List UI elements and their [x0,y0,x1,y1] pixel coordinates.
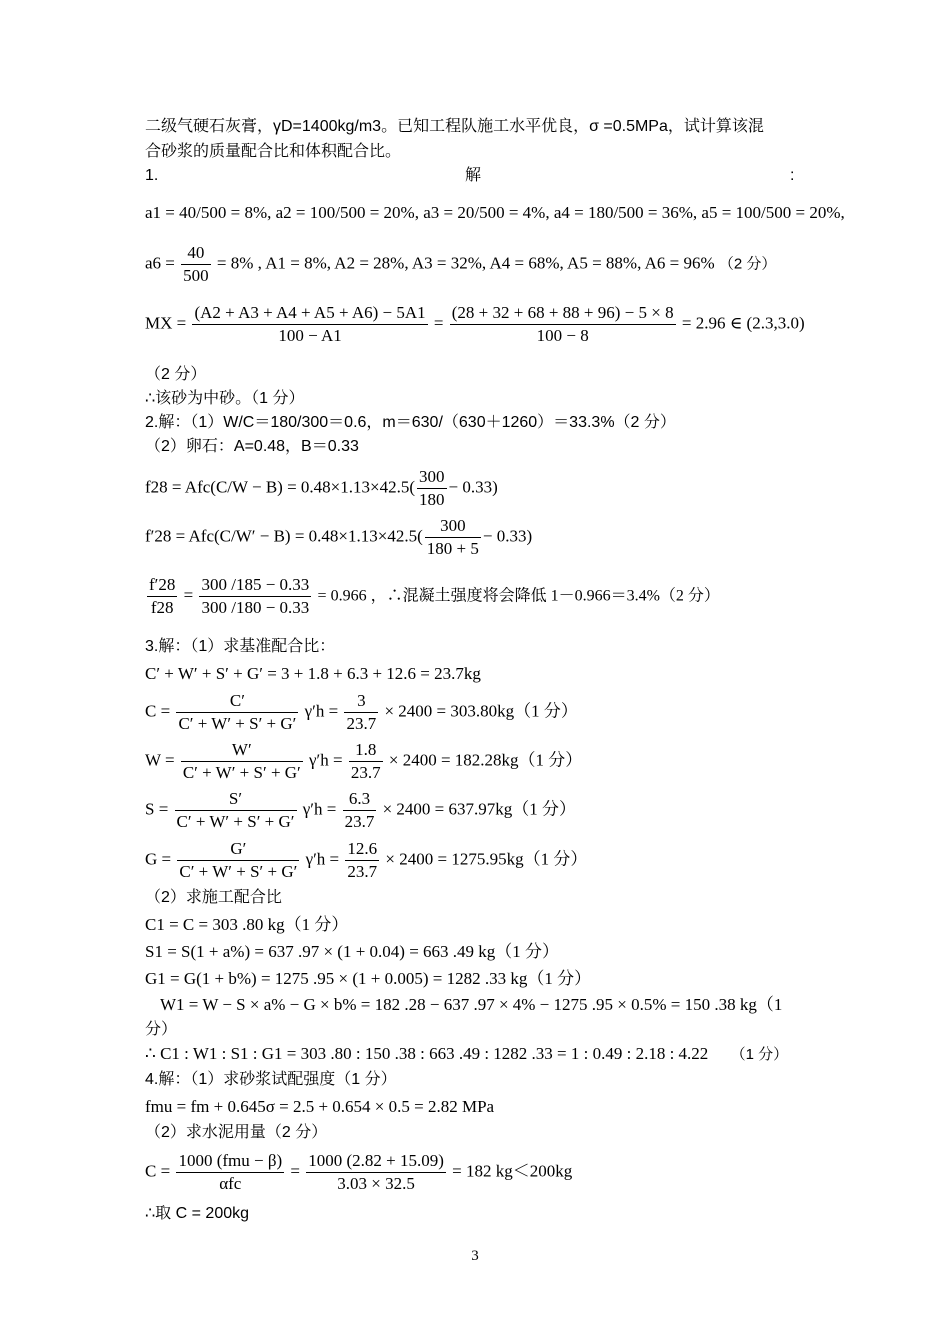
s3-row-vnum: 1.8 [349,739,383,762]
s3-row-vnum: 6.3 [343,788,377,811]
s3-c1-line: C1 = C = 303 .80 kg（1 分） [145,915,349,934]
s3-row-gamma: γ′h = [302,799,337,819]
s4-c-tail: = 182 kg＜200kg [452,1161,573,1181]
s3-row-tail: × 2400 = 182.28kg（1 分） [388,750,583,770]
s1-mx-line: MX = $\frac{(A2 + A3 + A4 + A5 + A6) - 5A1}{100 - A1}$ = $\frac{(28 + 32 + 68 + 88 + 96) - 5 \times 8}{100 - 8}$ = 2.96 ∈ (2.3,3.0) [145,303,805,345]
s1-heading-colon: : [790,167,795,184]
s3-ratio-line [145,1043,788,1066]
s3-w1-line: W1 = W − S × a% − G × b% = 182 .28 − 637 .97 × 4% − 1275 .95 × 0.5% = 150 .38 kg（1 [160,995,783,1014]
s3-row-gamma: γ′h = [305,849,340,869]
s2-f28p-tail: − 0.33) [482,526,533,546]
s1-a6-fraction [181,242,211,287]
s2-ratio-line: $\frac{f'28}{f28}$ = $\frac{300 /185 - 0.33}{300 /180 - 0.33}$ = 0.966 ，∴混凝土强度将会降低 1－0.966＝3.4%（2 分） [149,575,720,617]
s3-row-num: S′ [175,788,297,811]
s3-row-den: C′ + W′ + S′ + G′ [176,812,295,831]
s3-row-vden: 23.7 [347,862,378,881]
s1-a-values-line: a1 = 40/500 = 8%, a2 = 100/500 = 20%, a3 = 20/500 = 4%, a4 = 180/500 = 36%, a5 = 100/500 = 20%, [145,203,845,222]
s1-mx-result: = 2.96 ∈ (2.3,3.0) [681,313,805,333]
s1-mx-lhs: MX = [145,313,187,333]
s3-row-s [145,788,576,833]
s1-a6-line [145,242,776,287]
s1-mx-fraction-1 [192,302,427,347]
s3-row-fraction [177,838,299,883]
s3-row-tail: × 2400 = 1275.95kg（1 分） [385,849,588,869]
s2-f28-line [145,466,498,511]
s3-row-vden: 23.7 [346,714,377,733]
s4-take-line: ∴取 C = 200kg [145,1205,250,1222]
s4-c-num2: 1000 (2.82 + 15.09) [306,1150,446,1173]
s1-a6-score: （2 分） [718,255,777,273]
s4-c-lhs: C = [145,1161,171,1181]
s3-row-num: W′ [181,739,303,762]
s1-mx-den1: 100 − A1 [278,326,342,345]
s1-heading [145,165,805,187]
s2-ratio-tail: = 0.966 ，∴混凝土强度将会降低 1－0.966＝3.4%（2 分） [317,587,720,605]
intro-line-2: 合砂浆的质量配合比和体积配合比。 [145,143,402,160]
s3-row-tail: × 2400 = 303.80kg（1 分） [384,701,578,721]
s3-row-den: C′ + W′ + S′ + G′ [179,862,298,881]
s1-a6-rest: = 8% , A1 = 8%, A2 = 28%, A3 = 32%, A4 = 68%, A5 = 88%, A6 = 96% [216,253,715,273]
s4-c-num1: 1000 (fmu − β) [176,1150,284,1173]
s3-row-c [145,690,578,735]
s2-f28-fraction [417,466,447,511]
s4-cement-line: C = $\frac{\text{1000 (fmu − β)}}{\text{αfc}}$ = $\frac{1000 (2.82 + 15.09)}{3.03 \times 32.5}$ = 182 kg＜200kg [145,1151,573,1193]
s3-row-vden: 23.7 [344,812,375,831]
s3-sum-line: C′ + W′ + S′ + G′ = 3 + 1.8 + 6.3 + 12.6 = 23.7kg [145,664,481,683]
intro-line-1: 二级气硬石灰膏，γD=1400kg/m3。已知工程队施工水平优良，σ =0.5MPa，试计算该混 [145,118,764,135]
s3-row-gamma: γ′h = [309,750,343,770]
s2-f28-tail: − 0.33) [448,477,498,497]
s3-row-gamma: γ′h = [304,701,339,721]
s1-a6-num: 40 [181,242,211,265]
s1-a6-lhs: a6 = [145,253,175,273]
s3-ratio-expression: ∴ C1 : W1 : S1 : G1 = 303 .80 : 150 .38 : 663 .49 : 1282 .33 = 1 : 0.49 : 2.18 : 4.22 [145,1044,709,1063]
s3-row-vnum: 3 [344,690,378,713]
s3-row-num: G′ [177,838,299,861]
s4-c-den1: αfc [219,1174,242,1193]
s3-row-g [145,838,587,883]
s2-f28p-line [145,515,532,560]
s2-ratio-num2: 300 /185 − 0.33 [199,574,311,597]
page-number: 3 [471,1248,479,1264]
s3-row-fraction [176,690,298,735]
s4-fmu-line: fmu = fm + 0.645σ = 2.5 + 0.654 × 0.5 = 2.82 MPa [145,1097,495,1116]
s3-ratio-score: （1 分） [730,1046,789,1063]
s1-a6-den: 500 [183,266,209,285]
s4-c-fraction-1 [176,1150,284,1195]
s3-row-value-fraction [345,838,379,883]
s2-f28p-num: 300 [425,515,481,538]
s4-c-den2: 3.03 × 32.5 [337,1174,415,1193]
s1-heading-num: 1. [145,167,159,184]
s4-sub-heading-2: （2）求水泥用量（2 分） [145,1124,328,1141]
s1-conclusion: ∴该砂为中砂。（1 分） [145,390,305,407]
s3-row-den: C′ + W′ + S′ + G′ [178,714,297,733]
s3-row-vnum: 12.6 [345,838,379,861]
s2-ratio-fraction-1 [147,574,177,619]
s3-row-lhs: S = [145,799,169,819]
s2-line-2: （2）卵石：A=0.48，B＝0.33 [145,438,359,455]
s1-mx-num1: (A2 + A3 + A4 + A5 + A6) − 5A1 [192,302,427,325]
s4-c-fraction-2 [306,1150,446,1195]
s3-row-num: C′ [176,690,298,713]
s4-heading: 4.解：（1）求砂浆试配强度（1 分） [145,1071,397,1088]
s2-ratio-num: f′28 [147,574,177,597]
s2-ratio-fraction-2 [199,574,311,619]
s3-s1-line: S1 = S(1 + a%) = 637 .97 × (1 + 0.04) = 663 .49 kg（1 分） [145,942,560,961]
s3-row-fraction [175,788,297,833]
s1-mx-den2: 100 − 8 [536,326,589,345]
s3-g1-line: G1 = G(1 + b%) = 1275 .95 × (1 + 0.005) = 1282 .33 kg（1 分） [145,969,592,988]
s3-row-w [145,739,582,784]
s3-heading: 3.解：（1）求基准配合比： [145,638,336,655]
s2-f28-num: 300 [417,466,447,489]
s2-line-1: 2.解：（1）W/C＝180/300＝0.6，m＝630/（630＋1260）＝33.3%（2 分） [145,414,676,431]
s1-mx-fraction-2 [450,302,676,347]
s2-f28-lhs: f28 = Afc(C/W − B) = 0.48×1.13×42.5( [145,477,416,497]
s3-row-tail: × 2400 = 637.97kg（1 分） [382,799,577,819]
s2-f28-den: 180 [419,490,445,509]
s1-mx-num2: (28 + 32 + 68 + 88 + 96) − 5 × 8 [450,302,676,325]
s3-row-vden: 23.7 [350,763,381,782]
s3-row-value-fraction [344,690,378,735]
s3-row-value-fraction [349,739,383,784]
s3-row-lhs: G = [145,849,172,869]
s2-ratio-den: f28 [150,598,174,617]
s3-row-value-fraction [343,788,377,833]
s3-row-lhs: W = [145,750,175,770]
s1-heading-jie: 解 [465,167,482,184]
s3-row-fraction [181,739,303,784]
s3-w1-continuation: 分） [145,1021,178,1038]
s1-score-2: （2 分） [145,366,207,383]
s3-row-den: C′ + W′ + S′ + G′ [182,763,301,782]
s2-f28p-lhs: f′28 = Afc(C/W′ − B) = 0.48×1.13×42.5( [145,526,423,546]
s2-f28p-den: 180 + 5 [426,539,479,558]
s3-row-lhs: C = [145,701,171,721]
s3-sub-heading-2: （2）求施工配合比 [145,889,282,906]
s2-ratio-den2: 300 /180 − 0.33 [201,598,310,617]
s2-f28p-fraction [425,515,481,560]
